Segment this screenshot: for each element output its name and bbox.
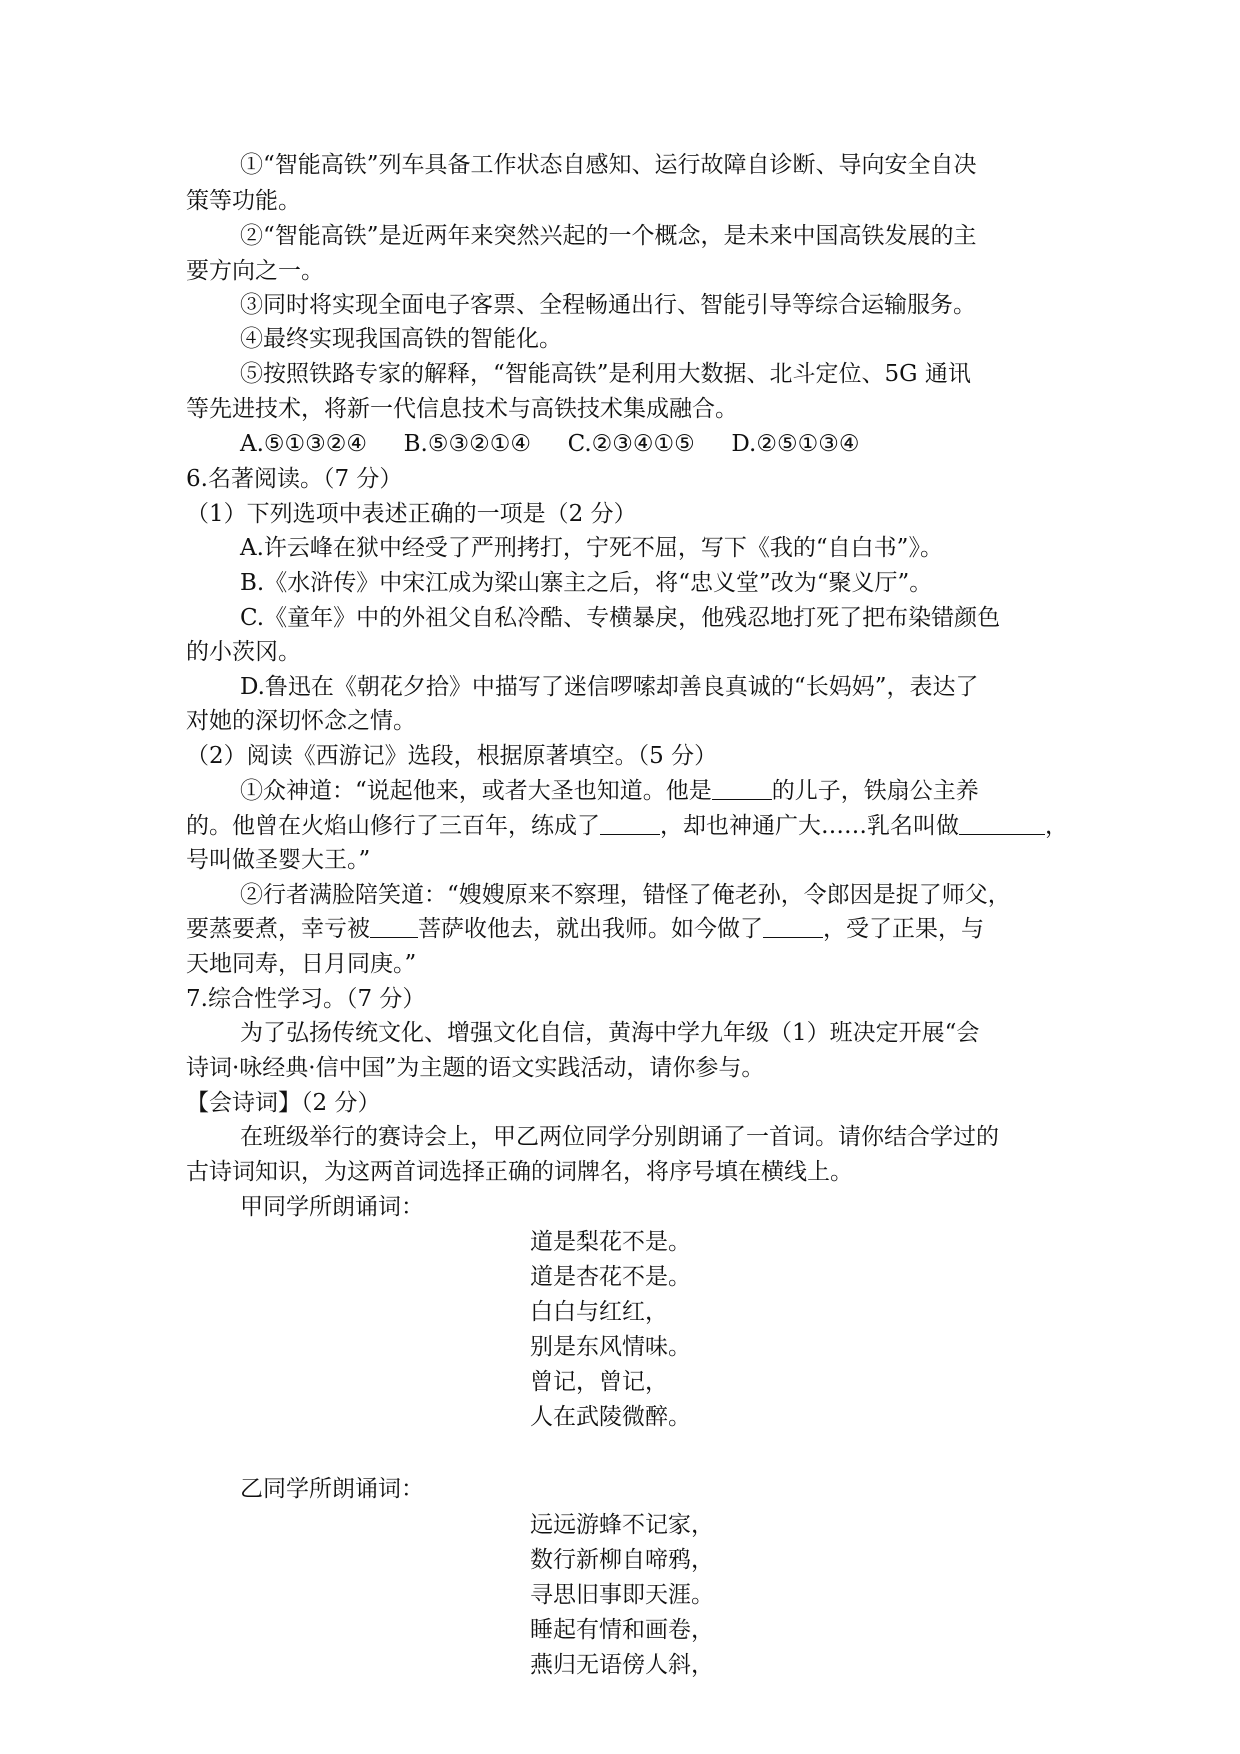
q6-option-c-line-1: C.《童年》中的外祖父自私冷酷、专横暴戾，他残忍地打死了把布染错颜色: [240, 605, 1001, 631]
q6-passage1-line-3: 号叫做圣婴大王。”: [186, 847, 371, 873]
q6-passage1-line-2: 的。他曾在火焰山修行了三百年，练成了 ，却也神通广大……乳名叫做 ，: [186, 813, 1068, 839]
q7-task-line-1: 在班级举行的赛诗会上，甲乙两位同学分别朗诵了一首词。请你结合学过的: [240, 1124, 999, 1150]
jia-poem-line: 道是杏花不是。: [530, 1264, 691, 1290]
yi-poem-line: 睡起有情和画卷，: [530, 1617, 714, 1643]
q6-option-d-line-1: D.鲁迅在《朝花夕拾》中描写了迷信啰嗦却善良真诚的“长妈妈”，表达了: [240, 674, 979, 700]
answer-blank-2[interactable]: [600, 812, 660, 835]
yi-poem-line: 远远游蜂不记家，: [530, 1512, 714, 1538]
q6-option-a: A.许云峰在狱中经受了严刑拷打，宁死不屈，写下《我的“自白书”》。: [240, 535, 943, 561]
answer-blank-3[interactable]: [959, 812, 1045, 835]
jia-poem-line: 道是梨花不是。: [530, 1229, 691, 1255]
q6-option-b: B.《水浒传》中宋江成为梁山寨主之后，将“忠义堂”改为“聚义厅”。: [240, 570, 933, 596]
q6-title: 6.名著阅读。（7 分）: [186, 466, 403, 492]
sentence-5-line-2: 等先进技术，将新一代信息技术与高铁技术集成融合。: [186, 396, 738, 422]
yi-poem-line: 寻思旧事即天涯。: [530, 1582, 714, 1608]
sentence-2-line-2: 要方向之一。: [186, 258, 324, 284]
option-b[interactable]: B.⑤③②①④: [403, 431, 531, 457]
q7-intro-line-1: 为了弘扬传统文化、增强文化自信，黄海中学九年级（1）班决定开展“会: [240, 1020, 980, 1046]
sentence-4: ④最终实现我国高铁的智能化。: [240, 326, 562, 352]
sentence-5-line-1: ⑤按照铁路专家的解释，“智能高铁”是利用大数据、北斗定位、5G 通讯: [240, 361, 971, 387]
sentence-1-line-2: 策等功能。: [186, 188, 301, 214]
q6-part1-title: （1）下列选项中表述正确的一项是（2 分）: [186, 501, 637, 527]
reorder-options: [240, 427, 859, 461]
jia-poem-line: 人在武陵微醉。: [530, 1404, 691, 1430]
q6-passage2-line-3: 天地同寿，日月同庚。”: [186, 951, 417, 977]
q6-passage2-line-2: 要蒸要煮，幸亏被 菩萨收他去，就出我师。如今做了 ，受了正果，与: [186, 916, 984, 942]
q6-option-c-line-2: 的小茨冈。: [186, 639, 301, 665]
option-a[interactable]: A.⑤①③②④: [240, 431, 368, 457]
jia-poem-line: 白白与红红，: [530, 1299, 668, 1325]
answer-blank-4[interactable]: [370, 915, 418, 938]
answer-blank-5[interactable]: [763, 915, 823, 938]
yi-label: 乙同学所朗诵词：: [240, 1476, 424, 1502]
jia-poem-line: 曾记，曾记，: [530, 1369, 668, 1395]
sentence-3: ③同时将实现全面电子客票、全程畅通出行、智能引导等综合运输服务。: [240, 292, 976, 318]
q7-task-line-2: 古诗词知识，为这两首词选择正确的词牌名，将序号填在横线上。: [186, 1159, 853, 1185]
q7-intro-line-2: 诗词·咏经典·信中国”为主题的语文实践活动，请你参与。: [186, 1055, 765, 1081]
q6-passage2-line-1: ②行者满脸陪笑道：“嫂嫂原来不察理，错怪了俺老孙，令郎因是捉了师父，: [240, 882, 1011, 908]
option-d[interactable]: D.②⑤①③④: [731, 431, 860, 457]
q6-option-d-line-2: 对她的深切怀念之情。: [186, 708, 416, 734]
sentence-2-line-1: ②“智能高铁”是近两年来突然兴起的一个概念，是未来中国高铁发展的主: [240, 223, 977, 249]
option-c[interactable]: C.②③④①⑤: [567, 431, 695, 457]
answer-blank-1[interactable]: [712, 777, 772, 800]
q7-title: 7.综合性学习。（7 分）: [186, 986, 426, 1012]
yi-poem-line: 燕归无语傍人斜，: [530, 1652, 714, 1678]
yi-poem-line: 数行新柳自啼鸦，: [530, 1547, 714, 1573]
jia-poem-line: 别是东风情味。: [530, 1334, 691, 1360]
sentence-1-line-1: ①“智能高铁”列车具备工作状态自感知、运行故障自诊断、导向安全自决: [240, 152, 977, 178]
jia-label: 甲同学所朗诵词：: [240, 1194, 424, 1220]
q7-section-heading: 【会诗词】（2 分）: [186, 1090, 381, 1116]
q6-part2-title: （2）阅读《西游记》选段，根据原著填空。（5 分）: [186, 743, 718, 769]
q6-passage1-line-1: ①众神道：“说起他来，或者大圣也知道。他是 的儿子，铁扇公主养: [240, 778, 979, 804]
